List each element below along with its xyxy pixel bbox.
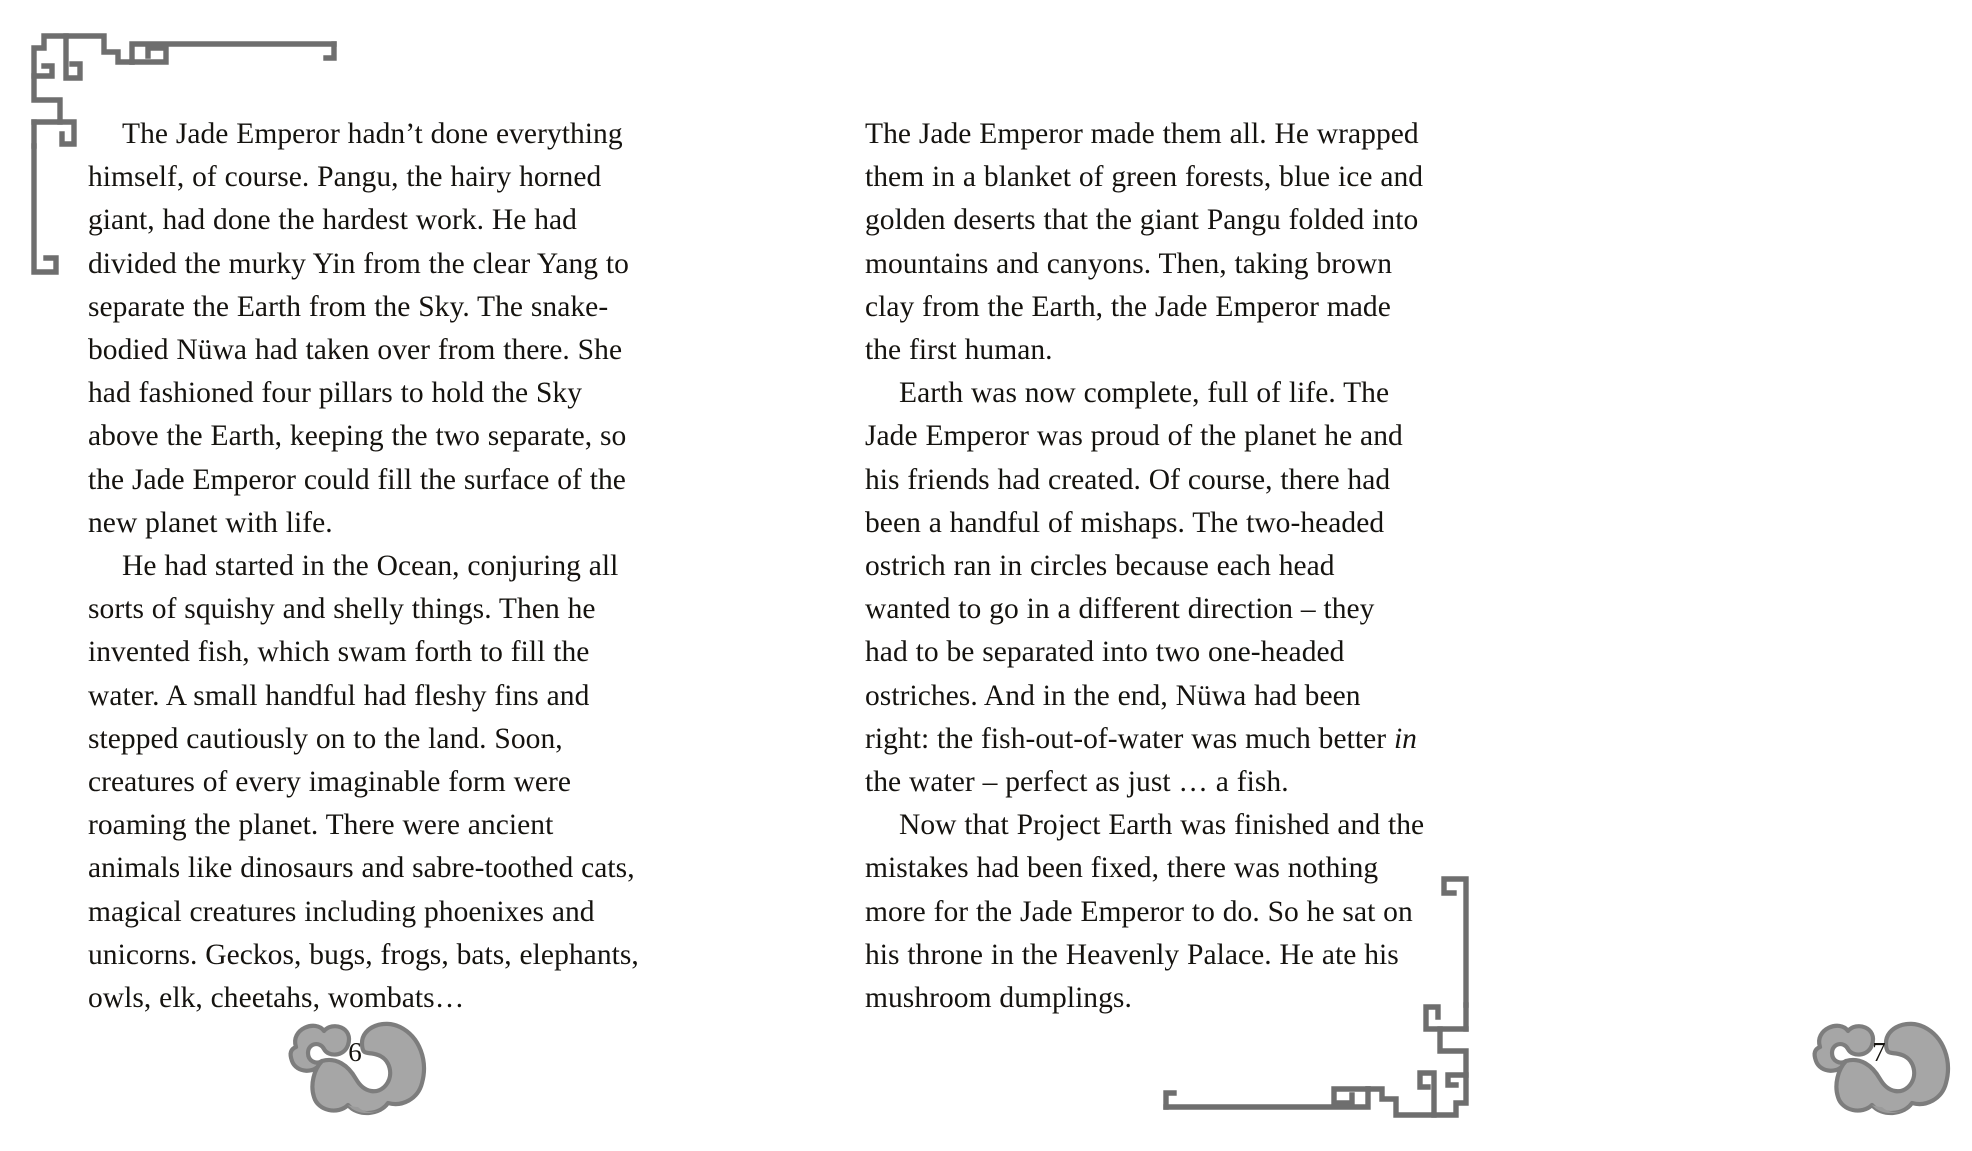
right-page <box>750 0 1886 1151</box>
page-number: 7 <box>1872 1037 1886 1067</box>
emphasized-word: in <box>1393 722 1417 755</box>
left-page-text-column <box>88 113 648 1020</box>
paragraph-text-after-emphasis: the water – perfect as just … a fish. <box>865 766 1289 799</box>
left-page <box>0 0 750 1151</box>
cloud-ornament-icon <box>1786 1003 1972 1135</box>
paragraph: Now that Project Earth was finished and the mistakes had been fixed, there was nothing more for the Jade Emperor to do. So he sat on his throne in the Heavenly Palace. He ate his mushroom dumplings. <box>865 809 1425 1015</box>
right-page-text-column <box>865 113 1425 1020</box>
paragraph: He had started in the Ocean, conjuring all sorts of squishy and shelly things. Then he invented fish, which swam forth to fill the water. A small handful had fleshy fins and stepped cautiously on to the land. Soon, creatures of every imaginable form were roaming the planet. There were ancient animals like dinosaurs and sabre-toothed cats, magical creatures including phoenixes and unicorns. Geckos, bugs, frogs, bats, elephants, owls, elk, cheetahs, wombats… <box>88 550 639 1015</box>
folio-left <box>262 1003 448 1135</box>
paragraph-text-before-emphasis: Earth was now complete, full of life. The Jade Emperor was proud of the planet he and his friends had created. Of course, there had been a handful of mishaps. The two-headed ostrich ran in circles because each head wanted to go in a different direction – they had to be separated into two one-headed ostriches. And in the end, Nüwa had been right: the fish-out-of-water was much better <box>865 377 1403 755</box>
folio-right <box>1786 1003 1972 1135</box>
page-number: 6 <box>348 1037 362 1067</box>
paragraph: The Jade Emperor made them all. He wrapped them in a blanket of green forests, blue ice and golden deserts that the giant Pangu folded into mountains and canyons. Then, taking brown clay from the Earth, the Jade Emperor made the first human. <box>865 118 1424 367</box>
paragraph: The Jade Emperor hadn’t done everything himself, of course. Pangu, the hairy horned giant, had done the hardest work. He had divided the murky Yin from the clear Yang to separate the Earth from the Sky. The snake-bodied Nüwa had taken over from there. She had fashioned four pillars to hold the Sky above the Earth, keeping the two separate, so the Jade Emperor could fill the surface of the new planet with life. <box>88 118 629 539</box>
paragraph-with-emphasis <box>865 372 1425 804</box>
cloud-ornament-icon <box>262 1003 448 1135</box>
